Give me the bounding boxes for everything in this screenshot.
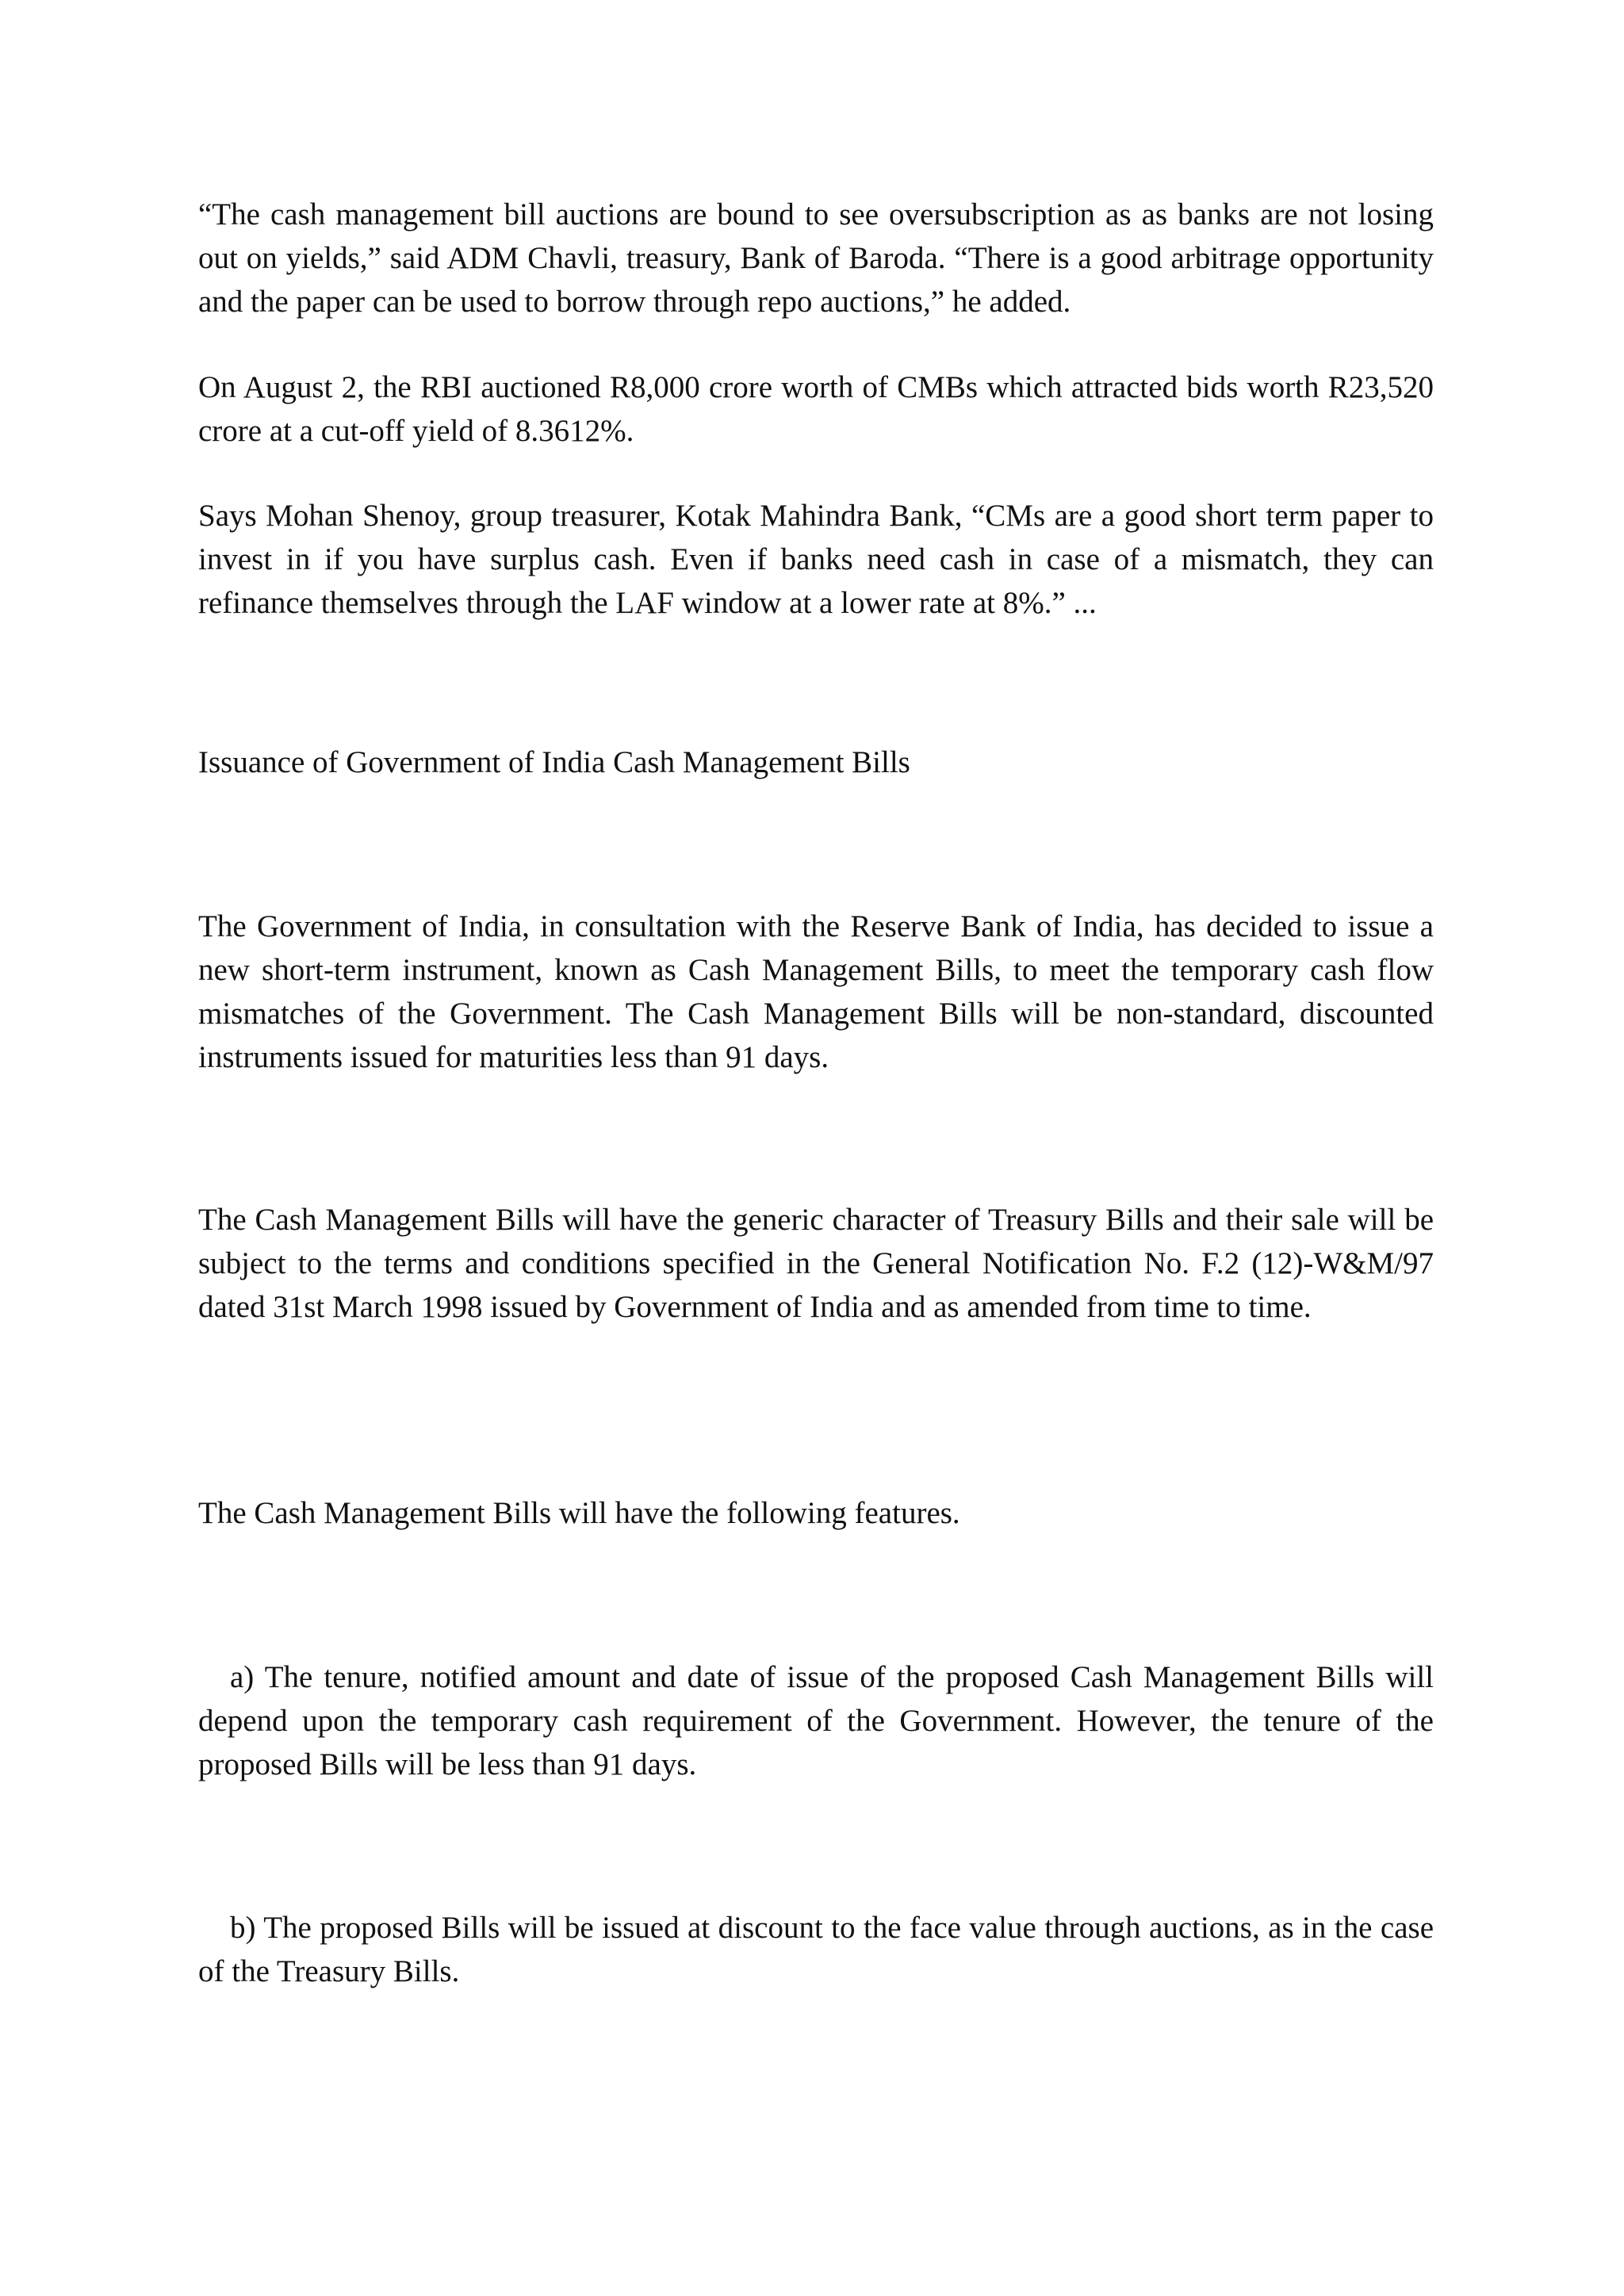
list-item-feature-a: a) The tenure, notified amount and date of issue of the proposed Cash Management Bills will depend upon the temporary cash requirement of the Government. However, the tenure of the proposed Bills will be less than 91 days. bbox=[198, 1660, 1434, 1781]
paragraph-auction-august: On August 2, the RBI auctioned R8,000 crore worth of CMBs which attracted bids worth R23,520 crore at a cut-off yield of 8.3612%. bbox=[198, 370, 1434, 448]
list-item-feature-b: b) The proposed Bills will be issued at discount to the face value through auctions, as in the case of the Treasury Bills. bbox=[198, 1911, 1434, 1988]
section-heading: Issuance of Government of India Cash Management Bills bbox=[198, 745, 910, 779]
paragraph-quote-shenoy: Says Mohan Shenoy, group treasurer, Kotak Mahindra Bank, “CMs are a good short term paper to invest in if you have surplus cash. Even if banks need cash in case of a mismatch, they can refinance themselves through the LAF window at a lower rate at 8%.” ... bbox=[198, 499, 1434, 620]
paragraph-issuance-decision: The Government of India, in consultation with the Reserve Bank of India, has decided to issue a new short-term instrument, known as Cash Management Bills, to meet the temporary cash flow mismatches of the Government. The Cash Management Bills will be non-standard, discounted instruments issued for maturities less than 91 days. bbox=[198, 909, 1434, 1074]
paragraph-generic-character: The Cash Management Bills will have the generic character of Treasury Bills and their sale will be subject to the terms and conditions specified in the General Notification No. F.2 (12)-W&M/97 dated 31st March 1998 issued by Government of India and as amended from time to time. bbox=[198, 1203, 1434, 1324]
paragraph-features-intro: The Cash Management Bills will have the following features. bbox=[198, 1496, 960, 1530]
paragraph-quote-chavli: “The cash management bill auctions are bound to see oversubscription as as banks are not losing out on yields,” said ADM Chavli, treasury, Bank of Baroda. “There is a good arbitrage opportunity and the paper can be used to borrow through repo auctions,” he added. bbox=[198, 197, 1434, 319]
